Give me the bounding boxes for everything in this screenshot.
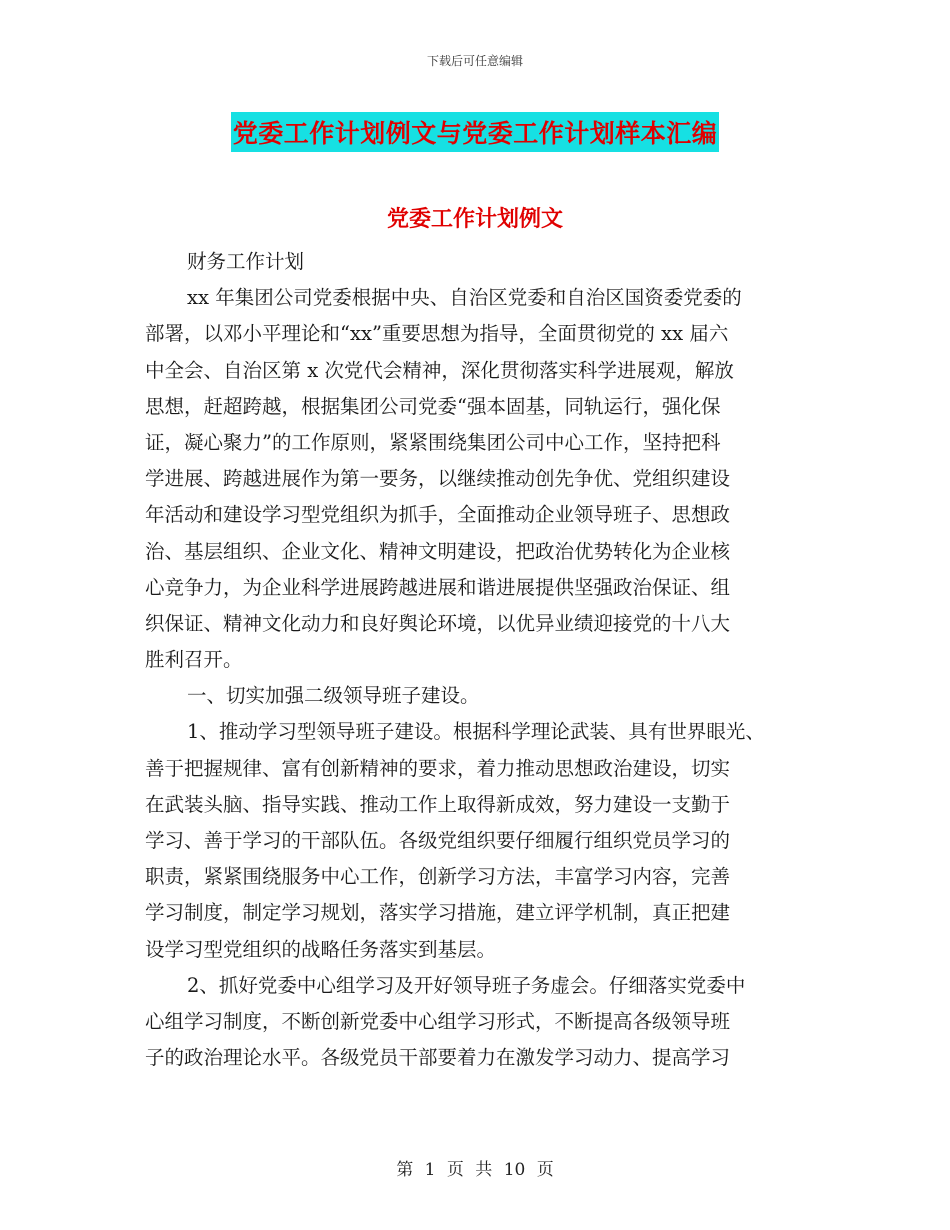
section-title: 党委工作计划例文 [386, 206, 563, 232]
text-line: 中全会、自治区第 x 次党代会精神，深化贯彻落实科学进展观，解放 [145, 358, 734, 382]
text-line: 部署，以邓小平理论和“xx”重要思想为指导，全面贯彻党的 xx 届六 [145, 322, 729, 346]
text-line: 设学习型党组织的战略任务落实到基层。 [145, 937, 497, 961]
text-line: 思想，赶超跨越，根据集团公司党委“强本固基，同轨运行，强化保 [145, 394, 721, 418]
text-line: 在武装头脑、指导实践、推动工作上取得新成效，努力建设一支勤于 [145, 792, 731, 816]
header-note: 下载后可任意编辑 [426, 54, 523, 68]
text-line: 年活动和建设学习型党组织为抓手，全面推动企业领导班子、思想政 [145, 503, 731, 527]
text-line: 职责，紧紧围绕服务中心工作，创新学习方法，丰富学习内容，完善 [145, 865, 731, 889]
text-line: 心竞争力，为企业科学进展跨越进展和谐进展提供坚强政治保证、组 [145, 575, 731, 599]
text-line: 1、推动学习型领导班子建设。根据科学理论武装、具有世界眼光、 [187, 720, 765, 744]
text-line: 一、切实加强二级领导班子建设。 [187, 684, 480, 708]
text-line: 学习、善于学习的干部队伍。各级党组织要仔细履行组织党员学习的 [145, 829, 731, 852]
document-title-text: 党委工作计划例文与党委工作计划样本汇编 [231, 112, 720, 152]
text-line: 心组学习制度，不断创新党委中心组学习形式，不断提高各级领导班 [145, 1009, 731, 1033]
text-line: 胜利召开。 [145, 648, 243, 672]
text-line: 治、基层组织、企业文化、精神文明建设，把政治优势转化为企业核 [145, 539, 731, 563]
text-line: 财务工作计划 [187, 250, 305, 273]
page-footer: 第 1 页 共 10 页 [396, 1160, 554, 1180]
text-line: xx 年集团公司党委根据中央、自治区党委和自治区国资委党委的 [187, 286, 742, 310]
body-text [145, 244, 805, 1076]
text-line: 子的政治理论水平。各级党员干部要着力在激发学习动力、提高学习 [145, 1046, 731, 1070]
text-line: 织保证、精神文化动力和良好舆论环境，以优异业绩迎接党的十八大 [145, 611, 731, 635]
text-line: 证，凝心聚力”的工作原则，紧紧围绕集团公司中心工作，坚持把科 [145, 430, 721, 454]
text-line: 学习制度，制定学习规划，落实学习措施，建立评学机制，真正把建 [145, 901, 731, 925]
document-title [0, 112, 950, 152]
text-line: 学进展、跨越进展作为第一要务，以继续推动创先争优、党组织建设 [145, 467, 731, 491]
text-line: 2、抓好党委中心组学习及开好领导班子务虚会。仔细落实党委中 [187, 973, 746, 997]
text-line: 善于把握规律、富有创新精神的要求，着力推动思想政治建设，切实 [145, 756, 731, 780]
